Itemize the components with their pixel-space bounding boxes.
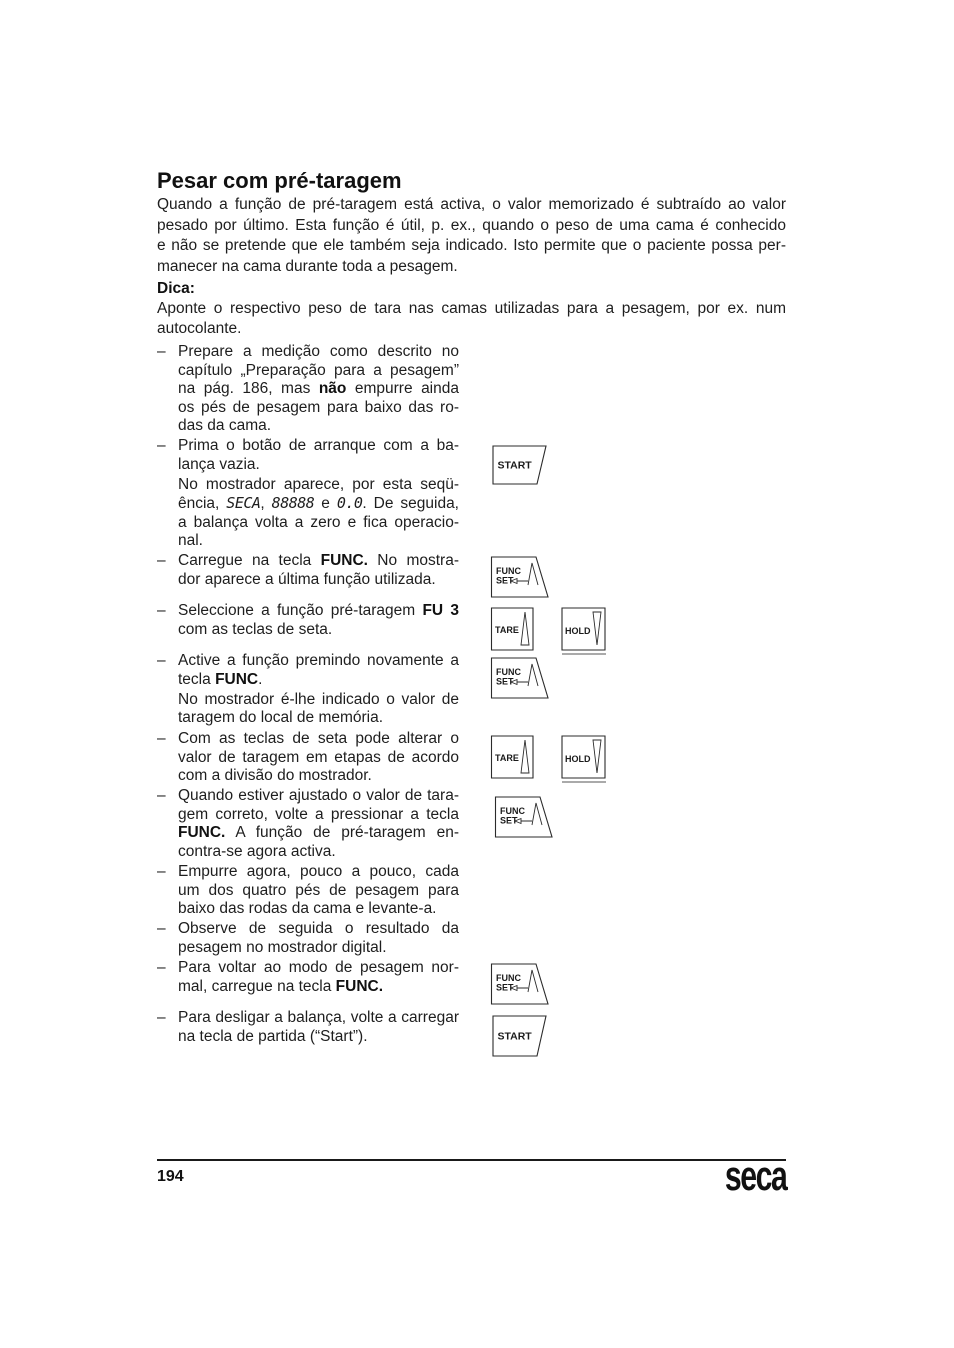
- step-item: [157, 602, 459, 639]
- key-label: TARE: [495, 625, 519, 635]
- step-line: No mostrador aparece, por esta seqü-: [178, 475, 459, 493]
- step-line-text: empurre ainda: [346, 380, 459, 398]
- key-label: FUNC: [496, 566, 521, 576]
- intro-line: Quando a função de pré-taragem está activa, o valor memorizado é subtraído ao valor: [157, 196, 786, 213]
- step-line-text: .: [258, 670, 263, 688]
- step-line: Para voltar ao modo de pesagem nor-: [178, 959, 459, 976]
- step-line: com as teclas de seta.: [178, 620, 333, 638]
- page-number: 194: [157, 1168, 184, 1185]
- step-item: [157, 787, 459, 861]
- key-label: SET: [500, 815, 518, 826]
- display-readout: SECA: [226, 494, 261, 513]
- key-label: FUNC: [500, 806, 525, 816]
- intro-line: pesado por último. Esta função é útil, p. ex., quando o peso de uma cama é conhecido: [157, 216, 786, 234]
- func-set-key-icon: [490, 555, 550, 599]
- step-line-text: No mostra-: [367, 552, 459, 569]
- tare-key-icon: [490, 606, 536, 652]
- step-bullet: –: [157, 552, 166, 569]
- step-line: nal.: [178, 532, 203, 550]
- step-bullet: –: [157, 863, 166, 880]
- brand-logo: seca: [724, 1152, 786, 1199]
- step-item: [157, 730, 459, 786]
- start-key-icon: [491, 444, 549, 486]
- step-line: dor aparece a última função utilizada.: [178, 570, 436, 588]
- step-item: [157, 343, 459, 436]
- step-bullet: –: [157, 920, 166, 937]
- step-line-text: ência,: [178, 495, 227, 513]
- step-line-text: Seleccione a função pré-taragem: [178, 602, 423, 619]
- step-line: Quando estiver ajustado o valor de tara-: [178, 787, 459, 804]
- step-line-text: ,: [260, 495, 272, 513]
- step-line: na tecla de partida (“Start”).: [178, 1027, 368, 1045]
- func-set-key-icon: [490, 656, 550, 700]
- step-line: gem correto, volte a pressionar a tecla: [178, 805, 459, 823]
- step-bullet: –: [157, 787, 166, 804]
- step-item: [157, 1009, 459, 1046]
- func-set-key-icon: [490, 962, 550, 1006]
- step-line: os pés de pesagem para baixo das ro-: [178, 398, 459, 416]
- step-line: um dos quatro pés de pesagem para: [178, 881, 459, 899]
- step-line: No mostrador é-lhe indicado o valor de: [178, 690, 459, 708]
- step-line: lança vazia.: [178, 455, 260, 473]
- step-text: [178, 920, 459, 957]
- step-line-text: e: [314, 495, 337, 513]
- step-line: [178, 380, 459, 399]
- step-bullet: –: [157, 437, 166, 454]
- start-key-icon: [491, 1014, 549, 1058]
- emphasis-text: FUNC: [215, 670, 259, 688]
- step-line-text: tecla: [178, 670, 216, 688]
- footer-rule: [157, 1159, 786, 1161]
- tare-key-icon: [490, 734, 536, 780]
- step-text: [178, 863, 459, 919]
- step-text: [178, 343, 459, 436]
- tip-label: Dica:: [157, 280, 195, 297]
- step-text: [178, 787, 459, 861]
- func-set-key-icon: [494, 795, 554, 839]
- step-text: [178, 1009, 459, 1046]
- step-line: [178, 824, 459, 843]
- step-bullet: –: [157, 602, 166, 619]
- step-bullet: –: [157, 959, 166, 976]
- step-line: valor de taragem em etapas de acordo: [178, 748, 459, 766]
- key-label: START: [497, 459, 532, 472]
- step-line-text: mal, carregue na tecla: [178, 977, 336, 995]
- intro-line: manecer na cama durante toda a pesagem.: [157, 257, 458, 275]
- step-line: contra-se agora activa.: [178, 842, 336, 860]
- step-line: Prepare a medição como descrito no: [178, 343, 459, 360]
- tip-line: autocolante.: [157, 320, 242, 337]
- step-bullet: –: [157, 730, 166, 747]
- step-note: [178, 691, 459, 728]
- step-bullet: –: [157, 343, 166, 360]
- step-line: a balança volta a zero e fica operacio-: [178, 513, 459, 531]
- display-readout: 0.0: [336, 494, 363, 513]
- step-line-text: . De seguida,: [362, 495, 459, 513]
- key-label: START: [497, 1030, 532, 1043]
- step-line-text: A função de pré-taragem en-: [225, 824, 459, 842]
- step-line: [178, 552, 459, 571]
- emphasis-text: FU 3: [422, 602, 459, 619]
- step-line: Empurre agora, pouco a pouco, cada: [178, 863, 459, 880]
- step-note: [178, 476, 459, 551]
- step-item: [157, 652, 459, 728]
- step-text: [178, 437, 459, 551]
- step-line: baixo das rodas da cama e levante-a.: [178, 900, 437, 918]
- step-text: [178, 959, 459, 996]
- step-line: [178, 602, 459, 621]
- tip-line: Aponte o respectivo peso de tara nas camas utilizadas para a pesagem, por ex. num: [157, 300, 786, 317]
- step-line: capítulo „Preparação para a pesagem”: [178, 361, 459, 379]
- step-line: [178, 978, 459, 997]
- step-line: Active a função premindo novamente a: [178, 652, 459, 669]
- step-line: [178, 494, 459, 514]
- key-label: HOLD: [565, 626, 591, 636]
- step-bullet: –: [157, 1009, 166, 1026]
- key-label: FUNC: [496, 973, 521, 983]
- step-text: [178, 652, 459, 728]
- display-readout: 88888: [271, 494, 315, 513]
- intro-paragraph: [157, 195, 786, 277]
- key-label: SET: [496, 676, 514, 687]
- key-label: HOLD: [565, 754, 591, 764]
- key-label: TARE: [495, 753, 519, 763]
- step-line: pesagem no mostrador digital.: [178, 938, 387, 956]
- step-item: [157, 863, 459, 919]
- step-item: [157, 920, 459, 957]
- step-text: [178, 602, 459, 639]
- step-line: Observe de seguida o resultado da: [178, 920, 459, 937]
- step-text: [178, 552, 459, 589]
- step-line: Para desligar a balança, volte a carregar: [178, 1009, 459, 1026]
- step-item: [157, 959, 459, 996]
- emphasis-text: não: [318, 380, 347, 398]
- step-text: [178, 730, 459, 786]
- step-line: das da cama.: [178, 417, 272, 435]
- step-line: Com as teclas de seta pode alterar o: [178, 730, 459, 747]
- step-line: com a divisão do mostrador.: [178, 767, 372, 785]
- step-item: [157, 437, 459, 551]
- step-line-text: Carregue na tecla: [178, 552, 321, 569]
- tip-paragraph: [157, 299, 786, 339]
- step-line: taragem do local de memória.: [178, 709, 384, 727]
- step-line: Prima o botão de arranque com a ba-: [178, 437, 459, 454]
- page-title: Pesar com pré-taragem: [157, 168, 402, 193]
- intro-line: e não se pretende que ele também seja indicado. Isto permite que o paciente possa per-: [157, 237, 786, 254]
- step-line-text: na pág. 186, mas: [178, 380, 319, 398]
- key-label: FUNC: [496, 667, 521, 677]
- step-line: [178, 671, 459, 690]
- hold-key-icon: [560, 606, 610, 656]
- hold-key-icon: [560, 734, 610, 784]
- key-label: SET: [496, 982, 514, 993]
- key-label: SET: [496, 575, 514, 586]
- emphasis-text: FUNC.: [178, 824, 226, 842]
- step-item: [157, 552, 459, 589]
- emphasis-text: FUNC.: [320, 552, 368, 569]
- step-bullet: –: [157, 652, 166, 669]
- emphasis-text: FUNC.: [335, 977, 384, 995]
